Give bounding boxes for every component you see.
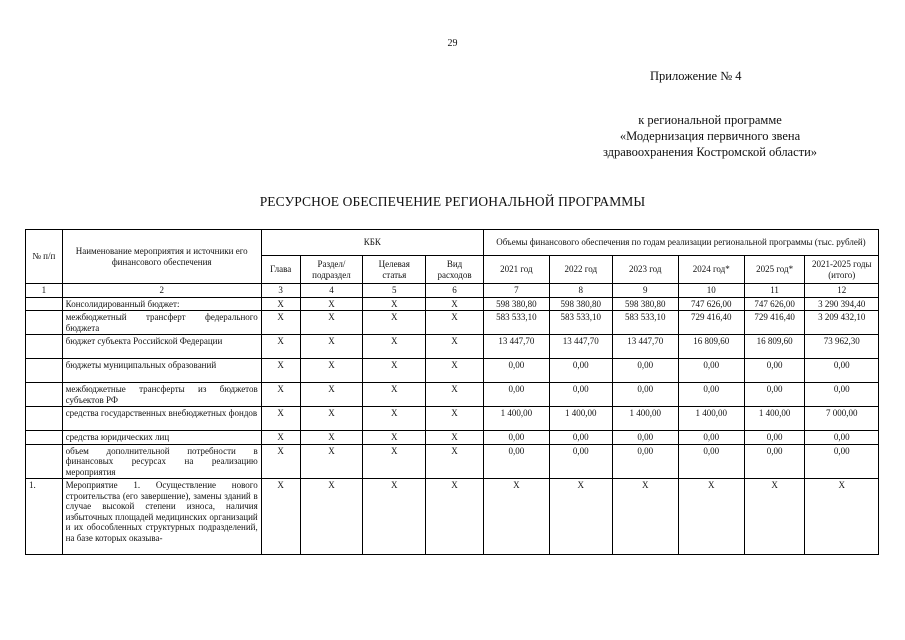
value-cell: 0,00	[744, 444, 805, 479]
value-cell: 0,00	[744, 383, 805, 407]
header-year: 2021-2025 годы (итого)	[805, 256, 879, 284]
header-num: № п/п	[26, 230, 63, 284]
appendix-subtitle	[560, 112, 860, 160]
value-cell: Х	[549, 479, 612, 555]
row-number	[26, 297, 63, 311]
value-cell: 0,00	[612, 444, 678, 479]
page-number: 29	[447, 38, 458, 49]
kbk-cell: Х	[426, 444, 484, 479]
kbk-cell: Х	[426, 335, 484, 359]
column-number: 2	[62, 284, 261, 298]
header-row	[26, 230, 879, 256]
kbk-cell: Х	[300, 359, 363, 383]
row-name: межбюджетные трансферты из бюджетов субъектов РФ	[62, 383, 261, 407]
value-cell: 0,00	[678, 444, 744, 479]
kbk-cell: Х	[300, 444, 363, 479]
kbk-cell: Х	[300, 297, 363, 311]
appendix-line: «Модернизация первичного звена	[619, 129, 801, 143]
row-number	[26, 335, 63, 359]
kbk-cell: Х	[300, 431, 363, 445]
kbk-cell: Х	[363, 335, 426, 359]
header-name: Наименование мероприятия и источники его финансового обеспечения	[62, 230, 261, 284]
header-kbk-col: Целевая статья	[363, 256, 426, 284]
column-number: 4	[300, 284, 363, 298]
kbk-cell: Х	[261, 297, 300, 311]
value-cell: 7 000,00	[805, 407, 879, 431]
value-cell: Х	[678, 479, 744, 555]
kbk-cell: Х	[426, 407, 484, 431]
column-number: 10	[678, 284, 744, 298]
row-number	[26, 359, 63, 383]
row-number	[26, 431, 63, 445]
kbk-cell: Х	[261, 444, 300, 479]
column-number: 5	[363, 284, 426, 298]
header-year: 2024 год*	[678, 256, 744, 284]
column-number: 12	[805, 284, 879, 298]
value-cell: 0,00	[612, 383, 678, 407]
value-cell: 1 400,00	[612, 407, 678, 431]
value-cell: Х	[744, 479, 805, 555]
value-cell: 598 380,80	[612, 297, 678, 311]
kbk-cell: Х	[261, 431, 300, 445]
value-cell: 0,00	[744, 431, 805, 445]
row-name: Мероприятие 1. Осуществление нового строительства (его завершение), замены зданий в случае высокой степени износа, наличия избыточных площадей медицинских организаций и их обособленных структурных подразделений, на базе которых оказыва-	[62, 479, 261, 555]
column-number: 11	[744, 284, 805, 298]
header-volumes: Объемы финансового обеспечения по годам реализации региональной программы (тыс. рублей)	[483, 230, 878, 256]
table-row	[26, 431, 879, 445]
value-cell: 729 416,40	[744, 311, 805, 335]
value-cell: 0,00	[805, 444, 879, 479]
value-cell: 583 533,10	[483, 311, 549, 335]
header-kbk: КБК	[261, 230, 483, 256]
column-number: 7	[483, 284, 549, 298]
row-number	[26, 311, 63, 335]
value-cell: 0,00	[805, 359, 879, 383]
table-row	[26, 297, 879, 311]
value-cell: 0,00	[612, 359, 678, 383]
value-cell: 0,00	[805, 431, 879, 445]
row-name: средства юридических лиц	[62, 431, 261, 445]
value-cell: 0,00	[483, 359, 549, 383]
value-cell: 0,00	[483, 444, 549, 479]
value-cell: Х	[483, 479, 549, 555]
value-cell: 0,00	[744, 359, 805, 383]
kbk-cell: Х	[300, 335, 363, 359]
value-cell: Х	[805, 479, 879, 555]
column-number: 9	[612, 284, 678, 298]
value-cell: 1 400,00	[678, 407, 744, 431]
kbk-cell: Х	[261, 335, 300, 359]
header-year: 2023 год	[612, 256, 678, 284]
column-number: 1	[26, 284, 63, 298]
kbk-cell: Х	[426, 297, 484, 311]
table-row	[26, 444, 879, 479]
kbk-cell: Х	[300, 407, 363, 431]
value-cell: 598 380,80	[549, 297, 612, 311]
kbk-cell: Х	[363, 297, 426, 311]
row-number	[26, 444, 63, 479]
value-cell: 747 626,00	[678, 297, 744, 311]
row-number	[26, 407, 63, 431]
column-number: 3	[261, 284, 300, 298]
value-cell: Х	[612, 479, 678, 555]
kbk-cell: Х	[261, 359, 300, 383]
value-cell: 0,00	[549, 383, 612, 407]
row-name: Консолидированный бюджет:	[62, 297, 261, 311]
value-cell: 13 447,70	[549, 335, 612, 359]
value-cell: 729 416,40	[678, 311, 744, 335]
kbk-cell: Х	[261, 407, 300, 431]
kbk-cell: Х	[300, 311, 363, 335]
value-cell: 0,00	[612, 431, 678, 445]
appendix-title: Приложение № 4	[650, 69, 742, 83]
value-cell: 0,00	[483, 383, 549, 407]
value-cell: 0,00	[549, 444, 612, 479]
row-name: средства государственных внебюджетных фондов	[62, 407, 261, 431]
row-name: бюджет субъекта Российской Федерации	[62, 335, 261, 359]
kbk-cell: Х	[261, 311, 300, 335]
row-name: межбюджетный трансферт федерального бюджета	[62, 311, 261, 335]
kbk-cell: Х	[363, 431, 426, 445]
value-cell: 13 447,70	[612, 335, 678, 359]
kbk-cell: Х	[363, 444, 426, 479]
resource-table	[25, 229, 879, 555]
table-row	[26, 407, 879, 431]
kbk-cell: Х	[363, 479, 426, 555]
value-cell: 0,00	[678, 383, 744, 407]
value-cell: 747 626,00	[744, 297, 805, 311]
row-name: бюджеты муниципальных образований	[62, 359, 261, 383]
value-cell: 583 533,10	[549, 311, 612, 335]
kbk-cell: Х	[426, 311, 484, 335]
column-number: 6	[426, 284, 484, 298]
kbk-cell: Х	[426, 359, 484, 383]
value-cell: 583 533,10	[612, 311, 678, 335]
table-row	[26, 311, 879, 335]
table-row	[26, 383, 879, 407]
value-cell: 73 962,30	[805, 335, 879, 359]
appendix-line: здравоохранения Костромской области»	[602, 145, 818, 159]
header-year: 2022 год	[549, 256, 612, 284]
value-cell: 598 380,80	[483, 297, 549, 311]
column-numbers-row	[26, 284, 879, 298]
row-number: 1.	[26, 479, 63, 555]
kbk-cell: Х	[426, 479, 484, 555]
value-cell: 3 209 432,10	[805, 311, 879, 335]
appendix-line: к региональной программе	[638, 113, 782, 127]
header-year: 2021 год	[483, 256, 549, 284]
value-cell: 0,00	[678, 431, 744, 445]
header-kbk-col: Вид расходов	[426, 256, 484, 284]
kbk-cell: Х	[426, 431, 484, 445]
header-kbk-col: Раздел/подраздел	[300, 256, 363, 284]
value-cell: 0,00	[805, 383, 879, 407]
kbk-cell: Х	[363, 359, 426, 383]
kbk-cell: Х	[363, 383, 426, 407]
value-cell: 1 400,00	[744, 407, 805, 431]
table-row	[26, 335, 879, 359]
value-cell: 1 400,00	[483, 407, 549, 431]
kbk-cell: Х	[261, 479, 300, 555]
table-row	[26, 479, 879, 555]
document-title: РЕСУРСНОЕ ОБЕСПЕЧЕНИЕ РЕГИОНАЛЬНОЙ ПРОГРАММЫ	[259, 194, 646, 209]
value-cell: 0,00	[678, 359, 744, 383]
value-cell: 13 447,70	[483, 335, 549, 359]
kbk-cell: Х	[261, 383, 300, 407]
kbk-cell: Х	[300, 383, 363, 407]
value-cell: 16 809,60	[678, 335, 744, 359]
kbk-cell: Х	[426, 383, 484, 407]
value-cell: 0,00	[549, 431, 612, 445]
column-number: 8	[549, 284, 612, 298]
row-number	[26, 383, 63, 407]
value-cell: 0,00	[549, 359, 612, 383]
kbk-cell: Х	[300, 479, 363, 555]
value-cell: 16 809,60	[744, 335, 805, 359]
value-cell: 3 290 394,40	[805, 297, 879, 311]
table-row	[26, 359, 879, 383]
kbk-cell: Х	[363, 311, 426, 335]
value-cell: 1 400,00	[549, 407, 612, 431]
kbk-cell: Х	[363, 407, 426, 431]
value-cell: 0,00	[483, 431, 549, 445]
header-kbk-col: Глава	[261, 256, 300, 284]
row-name: объем дополнительной потребности в финансовых ресурсах на реализацию мероприятия	[62, 444, 261, 479]
header-year: 2025 год*	[744, 256, 805, 284]
